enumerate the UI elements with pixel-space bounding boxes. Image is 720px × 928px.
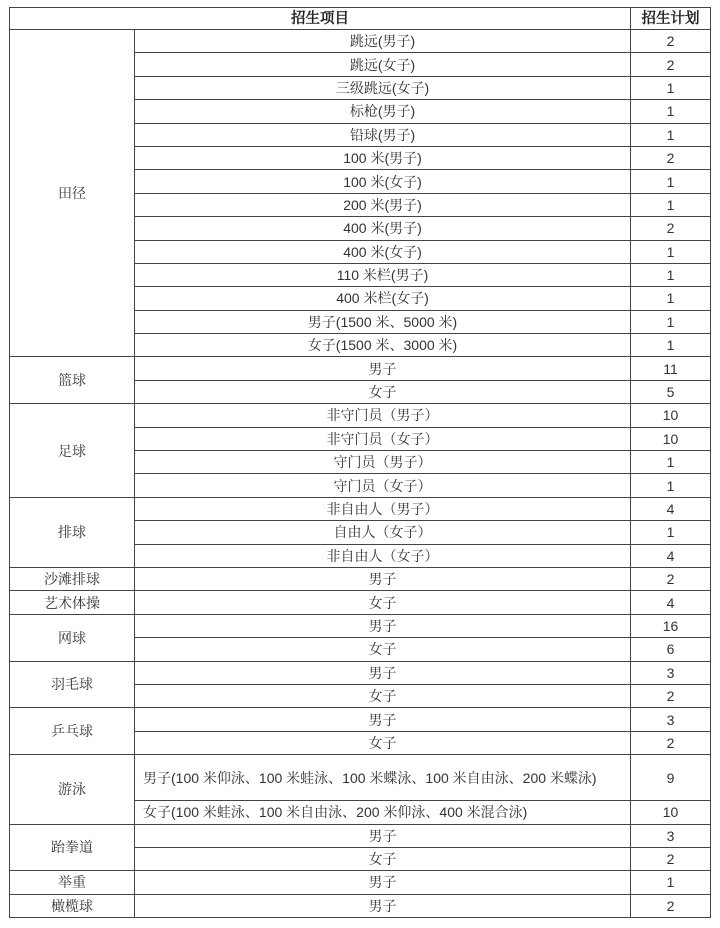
sport-cell: 排球 — [10, 497, 135, 567]
count-cell: 2 — [631, 684, 711, 707]
count-cell: 2 — [631, 731, 711, 754]
table-row — [10, 894, 711, 917]
count-cell: 10 — [631, 801, 711, 824]
count-cell: 3 — [631, 824, 711, 847]
item-cell: 男子 — [135, 567, 631, 590]
item-cell: 男子 — [135, 661, 631, 684]
sport-cell: 游泳 — [10, 755, 135, 824]
count-cell: 2 — [631, 217, 711, 240]
item-cell: 女子 — [135, 731, 631, 754]
count-cell: 16 — [631, 614, 711, 637]
item-cell: 标枪(男子) — [135, 100, 631, 123]
count-cell: 1 — [631, 240, 711, 263]
item-cell: 200 米(男子) — [135, 193, 631, 216]
count-cell: 10 — [631, 427, 711, 450]
item-cell: 男子 — [135, 871, 631, 894]
item-cell: 女子 — [135, 380, 631, 403]
table-row — [10, 404, 711, 427]
item-cell: 非自由人（女子） — [135, 544, 631, 567]
item-cell: 女子 — [135, 684, 631, 707]
sport-cell: 橄榄球 — [10, 894, 135, 917]
table-row — [10, 755, 711, 801]
item-cell: 100 米(女子) — [135, 170, 631, 193]
item-cell: 跳远(女子) — [135, 53, 631, 76]
count-cell: 4 — [631, 544, 711, 567]
item-cell: 女子 — [135, 591, 631, 614]
item-cell: 男子 — [135, 894, 631, 917]
item-cell: 三级跳远(女子) — [135, 76, 631, 99]
count-cell: 1 — [631, 287, 711, 310]
count-cell: 1 — [631, 334, 711, 357]
sport-cell: 举重 — [10, 871, 135, 894]
count-cell: 4 — [631, 497, 711, 520]
count-cell: 3 — [631, 661, 711, 684]
table-row — [10, 824, 711, 847]
item-cell: 400 米栏(女子) — [135, 287, 631, 310]
count-cell: 1 — [631, 263, 711, 286]
sport-cell: 乒乓球 — [10, 708, 135, 755]
table-row — [10, 357, 711, 380]
item-cell: 男子 — [135, 708, 631, 731]
item-cell: 非守门员（男子） — [135, 404, 631, 427]
count-cell: 1 — [631, 100, 711, 123]
item-cell: 男子 — [135, 614, 631, 637]
sport-cell: 田径 — [10, 30, 135, 357]
item-cell: 男子(100 米仰泳、100 米蛙泳、100 米蝶泳、100 米自由泳、200 米蝶泳) — [135, 755, 631, 801]
count-cell: 9 — [631, 755, 711, 801]
item-cell: 女子(100 米蛙泳、100 米自由泳、200 米仰泳、400 米混合泳) — [135, 801, 631, 824]
item-cell: 女子(1500 米、3000 米) — [135, 334, 631, 357]
sport-cell: 跆拳道 — [10, 824, 135, 871]
item-cell: 非自由人（男子） — [135, 497, 631, 520]
admissions-table — [9, 7, 711, 918]
count-cell: 5 — [631, 380, 711, 403]
table-row — [10, 30, 711, 53]
count-cell: 1 — [631, 76, 711, 99]
count-cell: 2 — [631, 146, 711, 169]
count-cell: 1 — [631, 451, 711, 474]
table-row — [10, 614, 711, 637]
count-cell: 10 — [631, 404, 711, 427]
count-cell: 2 — [631, 894, 711, 917]
sport-cell: 羽毛球 — [10, 661, 135, 708]
sport-cell: 艺术体操 — [10, 591, 135, 614]
sport-cell: 沙滩排球 — [10, 567, 135, 590]
count-cell: 1 — [631, 474, 711, 497]
sport-cell: 网球 — [10, 614, 135, 661]
item-cell: 400 米(男子) — [135, 217, 631, 240]
count-cell: 1 — [631, 310, 711, 333]
count-cell: 2 — [631, 53, 711, 76]
count-cell: 4 — [631, 591, 711, 614]
header-plan: 招生计划 — [631, 8, 711, 30]
item-cell: 铅球(男子) — [135, 123, 631, 146]
count-cell: 11 — [631, 357, 711, 380]
header-row — [10, 8, 711, 30]
sport-cell: 足球 — [10, 404, 135, 498]
table-row — [10, 591, 711, 614]
count-cell: 1 — [631, 193, 711, 216]
item-cell: 跳远(男子) — [135, 30, 631, 53]
item-cell: 400 米(女子) — [135, 240, 631, 263]
item-cell: 男子 — [135, 357, 631, 380]
table-row — [10, 567, 711, 590]
sport-cell: 篮球 — [10, 357, 135, 404]
item-cell: 守门员（男子） — [135, 451, 631, 474]
item-cell: 男子(1500 米、5000 米) — [135, 310, 631, 333]
item-cell: 女子 — [135, 847, 631, 870]
table-row — [10, 871, 711, 894]
count-cell: 2 — [631, 30, 711, 53]
count-cell: 3 — [631, 708, 711, 731]
item-cell: 110 米栏(男子) — [135, 263, 631, 286]
header-item: 招生项目 — [10, 8, 631, 30]
item-cell: 自由人（女子） — [135, 521, 631, 544]
table-row — [10, 497, 711, 520]
item-cell: 男子 — [135, 824, 631, 847]
item-cell: 女子 — [135, 638, 631, 661]
count-cell: 2 — [631, 847, 711, 870]
count-cell: 1 — [631, 123, 711, 146]
item-cell: 非守门员（女子） — [135, 427, 631, 450]
item-cell: 守门员（女子） — [135, 474, 631, 497]
count-cell: 2 — [631, 567, 711, 590]
table-row — [10, 661, 711, 684]
table-body — [10, 30, 711, 918]
table-row — [10, 708, 711, 731]
item-cell: 100 米(男子) — [135, 146, 631, 169]
count-cell: 1 — [631, 521, 711, 544]
count-cell: 1 — [631, 170, 711, 193]
count-cell: 6 — [631, 638, 711, 661]
count-cell: 1 — [631, 871, 711, 894]
